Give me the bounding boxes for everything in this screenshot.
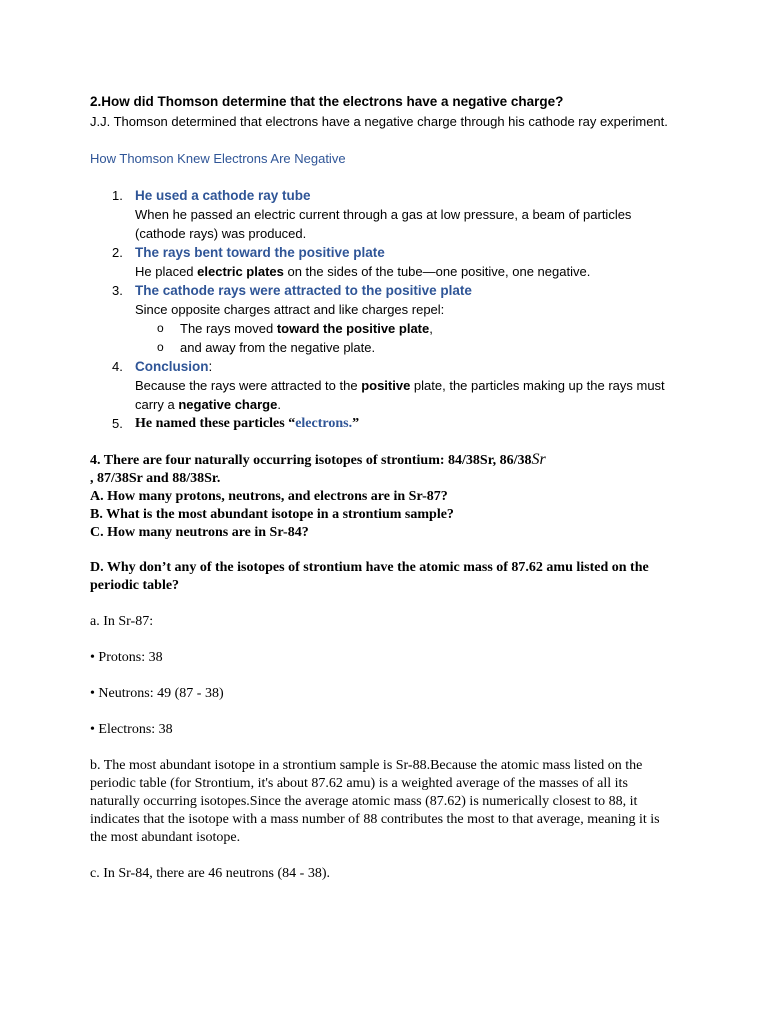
text-span: He placed bbox=[135, 263, 198, 279]
step-number: 1. bbox=[112, 187, 123, 203]
list-item bbox=[90, 186, 680, 243]
text-span: and away from the negative plate. bbox=[180, 339, 376, 355]
text-span: , 87/38Sr and 88/38Sr. bbox=[90, 470, 221, 486]
steps-list bbox=[90, 186, 680, 433]
step-title bbox=[135, 414, 680, 433]
step-title-text: Conclusion bbox=[135, 358, 209, 374]
text-span: The rays moved bbox=[180, 320, 277, 336]
text-span: ” bbox=[352, 415, 360, 431]
bold-text: toward the positive plate bbox=[276, 320, 430, 336]
step-body bbox=[135, 262, 680, 281]
text-span: Because the rays were attracted to the bbox=[135, 377, 362, 393]
sub-list-item bbox=[135, 338, 680, 357]
electrons-word: electrons. bbox=[295, 415, 353, 431]
step-number: 4. bbox=[112, 358, 123, 374]
list-item bbox=[90, 357, 680, 414]
question-4a: A. How many protons, neutrons, and electrons are in Sr-87? bbox=[90, 488, 448, 504]
step-number: 3. bbox=[112, 282, 123, 298]
answer-protons: • Protons: 38 bbox=[90, 649, 163, 665]
step-number: 5. bbox=[112, 415, 123, 431]
sub-list bbox=[135, 319, 680, 357]
bullet-marker: o bbox=[157, 339, 164, 354]
document-page bbox=[90, 92, 680, 883]
text-span: . bbox=[277, 396, 281, 412]
question-4d: D. Why don’t any of the isotopes of strontium have the atomic mass of 87.62 amu listed on the periodic table? bbox=[90, 559, 649, 593]
answer-neutrons: • Neutrons: 49 (87 - 38) bbox=[90, 685, 224, 701]
text-span: He named these particles “ bbox=[135, 415, 296, 431]
text-span: on the sides of the tube—one positive, one negative. bbox=[283, 263, 591, 279]
step-title: The cathode rays were attracted to the positive plate bbox=[135, 282, 472, 298]
step-body: Since opposite charges attract and like charges repel: bbox=[135, 301, 445, 317]
question-4-stem bbox=[90, 451, 680, 542]
question-2-title: 2.How did Thomson determine that the electrons have a negative charge? bbox=[90, 94, 564, 109]
step-title: The rays bent toward the positive plate bbox=[135, 244, 385, 260]
bullet-marker: o bbox=[157, 320, 164, 335]
step-body: When he passed an electric current through a gas at low pressure, a beam of particles (cathode rays) was produced. bbox=[135, 206, 632, 241]
bold-text: negative charge bbox=[178, 396, 278, 412]
bold-text: positive bbox=[361, 377, 411, 393]
answer-b: b. The most abundant isotope in a strontium sample is Sr-88.Because the atomic mass listed on the periodic table (for Strontium, it's about 87.62 amu) is a weighted average of the masses of all its naturally occurring isotopes.Since the average atomic mass (87.62) is numerically closest to 88, it indicates that the isotope with a mass number of 88 contributes the most to that average, meaning it is the most abundant isotope. bbox=[90, 757, 660, 845]
question-2-intro: J.J. Thomson determined that electrons have a negative charge through his cathode ray experiment. bbox=[90, 114, 668, 129]
text-span: , bbox=[429, 320, 433, 336]
answer-electrons: • Electrons: 38 bbox=[90, 721, 173, 737]
question-4b: B. What is the most abundant isotope in a strontium sample? bbox=[90, 506, 454, 522]
sub-list-item bbox=[135, 319, 680, 338]
list-item bbox=[90, 281, 680, 357]
step-title bbox=[135, 357, 680, 376]
step-title-suffix: : bbox=[208, 358, 213, 374]
section-heading: How Thomson Knew Electrons Are Negative bbox=[90, 150, 346, 166]
answer-c: c. In Sr-84, there are 46 neutrons (84 - 38). bbox=[90, 865, 330, 881]
italic-symbol: Sr bbox=[531, 450, 546, 468]
list-item bbox=[90, 243, 680, 281]
list-item bbox=[90, 414, 680, 433]
step-number: 2. bbox=[112, 244, 123, 260]
step-title: He used a cathode ray tube bbox=[135, 187, 311, 203]
step-body bbox=[135, 376, 680, 414]
text-span: 4. There are four naturally occurring isotopes of strontium: 84/38Sr, 86/38 bbox=[90, 452, 532, 468]
answer-a-heading: a. In Sr-87: bbox=[90, 613, 154, 629]
bold-text: electric plates bbox=[197, 263, 284, 279]
text-span: plate, the particles making up the rays must carry a bbox=[135, 377, 665, 412]
question-4c: C. How many neutrons are in Sr-84? bbox=[90, 524, 309, 540]
